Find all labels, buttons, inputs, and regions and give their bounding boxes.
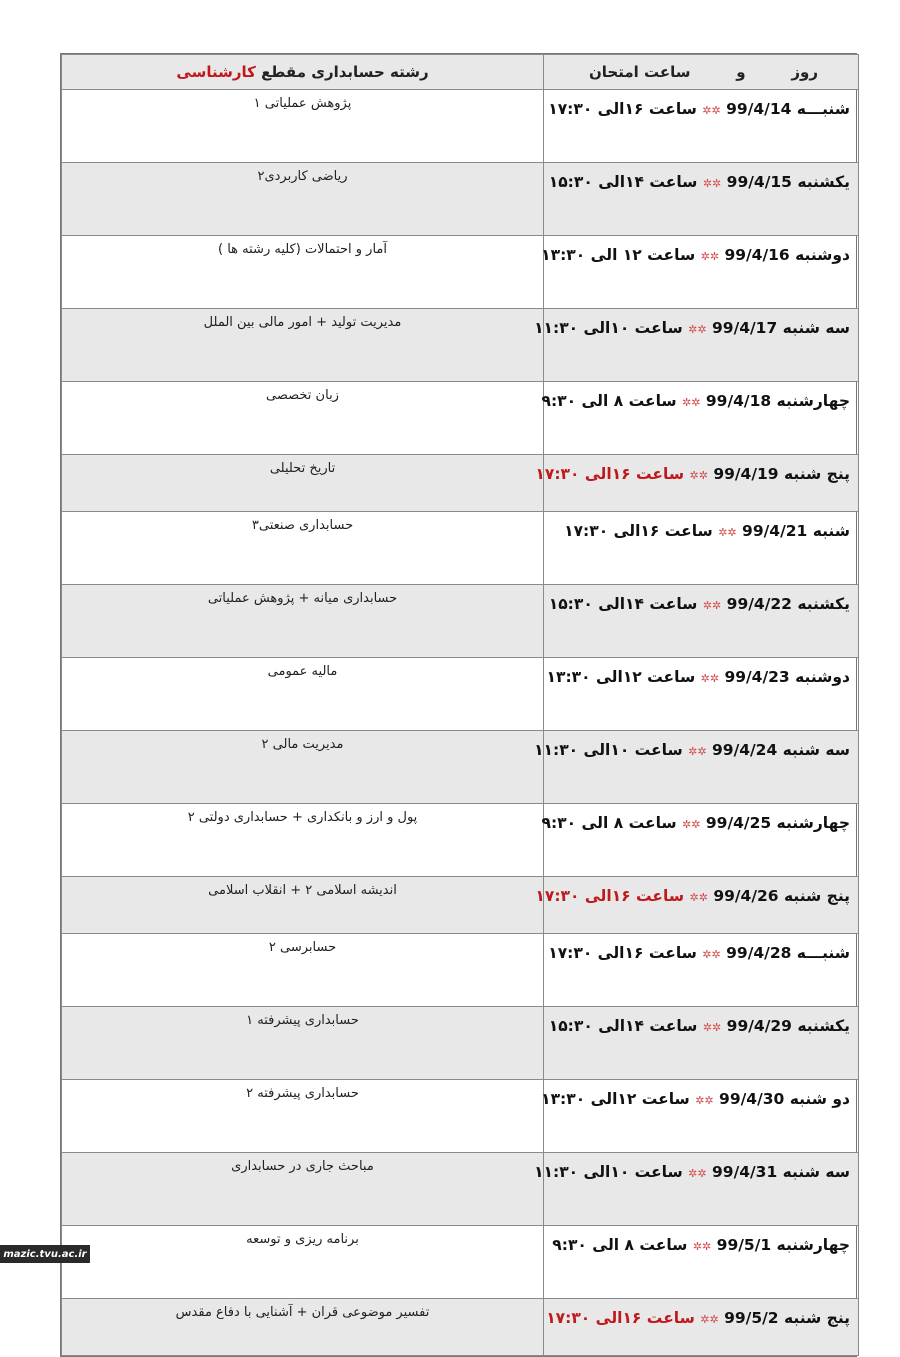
course-name: حسابرسی ۲ [268, 940, 337, 955]
exam-time-slot: ساعت ۱۴الی ۱۵:۳۰ [548, 595, 698, 613]
course-name: اندیشه اسلامی ۲ + انقلاب اسلامی [208, 883, 397, 898]
exam-time-slot: ساعت ۱۰الی ۱۱:۳۰ [534, 741, 683, 759]
star-separator-icon: ✲✲ [718, 526, 737, 539]
table-row [62, 1153, 859, 1226]
schedule-rows [62, 90, 859, 1356]
exam-date: 99/4/26 [713, 887, 779, 905]
course-cell [62, 1153, 544, 1226]
site-logo-text: mazic.tvu.ac.ir [3, 1248, 87, 1260]
exam-day-time-cell [541, 1080, 859, 1153]
exam-day-time-cell [535, 455, 859, 512]
exam-time-slot: ساعت ۱۴الی ۱۵:۳۰ [548, 173, 698, 191]
table-row [62, 236, 859, 309]
exam-time-slot: ساعت ۱۴الی ۱۵:۳۰ [548, 1017, 698, 1035]
exam-day-name: پنج شنبه [783, 465, 850, 483]
star-separator-icon: ✲✲ [702, 177, 722, 190]
course-name: مالیه عمومی [267, 664, 338, 679]
exam-time-slot: ساعت ۸ الی ۹:۳۰ [541, 392, 677, 410]
exam-date: 99/4/21 [742, 522, 808, 540]
table-row [62, 731, 859, 804]
exam-day-name: یکشنبه [797, 173, 850, 191]
header-course-prefix: رشته حسابداری مقطع [261, 63, 429, 81]
table-row [62, 1299, 859, 1356]
table-row [62, 1080, 859, 1153]
table-row [62, 804, 859, 877]
exam-time-slot: ساعت ۱۶الی ۱۷:۳۰ [546, 1309, 695, 1327]
exam-time-slot: ساعت ۸ الی ۹:۳۰ [541, 814, 677, 832]
course-cell [62, 163, 544, 236]
course-name: مدیریت تولید + امور مالی بین الملل [203, 315, 402, 330]
exam-date: 99/4/19 [713, 465, 779, 483]
course-cell [62, 512, 544, 585]
exam-day-time-cell [541, 804, 859, 877]
course-cell [62, 1007, 544, 1080]
star-separator-icon: ✲✲ [688, 1167, 707, 1180]
site-logo[interactable] [0, 1245, 90, 1263]
exam-time-slot: ساعت ۱۲الی ۱۳:۳۰ [546, 668, 696, 686]
exam-day-name: شنبـــه [796, 100, 850, 118]
header-day-label: روز [791, 63, 818, 81]
exam-day-name: دوشنبه [795, 668, 850, 686]
header-and-label: و [736, 63, 746, 81]
exam-schedule-table [61, 54, 859, 1356]
exam-date: 99/4/14 [726, 100, 792, 118]
exam-time-slot: ساعت ۱۲ الی ۱۳:۳۰ [541, 246, 696, 264]
star-separator-icon: ✲✲ [700, 250, 720, 263]
course-name: حسابداری پیشرفته ۱ [246, 1013, 359, 1028]
course-cell [62, 877, 544, 934]
table-row [62, 934, 859, 1007]
exam-time-slot: ساعت ۸ الی ۹:۳۰ [552, 1236, 688, 1254]
table-row [62, 877, 859, 934]
star-separator-icon: ✲✲ [682, 396, 701, 409]
exam-date: 99/4/25 [705, 814, 772, 832]
course-cell [62, 309, 544, 382]
exam-date: 99/4/29 [726, 1017, 792, 1035]
course-name: مدیریت مالی ۲ [261, 737, 344, 752]
course-cell [62, 804, 544, 877]
star-separator-icon: ✲✲ [689, 469, 708, 482]
star-separator-icon: ✲✲ [702, 1021, 722, 1034]
exam-time-slot: ساعت ۱۰الی ۱۱:۳۰ [534, 319, 683, 337]
exam-day-time-cell [544, 658, 859, 731]
star-separator-icon: ✲✲ [692, 1240, 712, 1253]
exam-day-name: یکشنبه [797, 1017, 850, 1035]
header-time-label: ساعت امتحان [589, 63, 691, 81]
table-row [62, 309, 859, 382]
course-name: تفسیر موضوعی قران + آشنایی با دفاع مقدس [175, 1305, 430, 1320]
exam-day-name: پنج شنبه [783, 887, 850, 905]
course-cell [62, 1226, 544, 1299]
table-row [62, 1007, 859, 1080]
exam-date: 99/4/30 [719, 1090, 785, 1108]
exam-time-slot: ساعت ۱۶الی ۱۷:۳۰ [564, 522, 713, 540]
table-row [62, 585, 859, 658]
table-header-row [62, 55, 859, 90]
exam-day-time-cell [544, 512, 859, 585]
exam-day-time-cell [544, 585, 859, 658]
exam-time-slot: ساعت ۱۶الی ۱۷:۳۰ [535, 887, 685, 905]
exam-day-name: چهارشنبه [776, 814, 850, 832]
exam-day-time-cell [544, 934, 859, 1007]
exam-date: 99/4/31 [712, 1163, 778, 1181]
course-cell [62, 236, 544, 309]
star-separator-icon: ✲✲ [682, 818, 701, 831]
course-name: زبان تخصصی [266, 388, 339, 403]
exam-day-name: دوشنبه [795, 246, 850, 264]
course-name: حسابداری میانه + پژوهش عملیاتی [207, 591, 398, 606]
course-name: پول و ارز و بانکداری + حسابداری دولتی ۲ [187, 810, 418, 825]
exam-date: 99/5/2 [724, 1309, 779, 1327]
course-name: پژوهش عملیاتی ۱ [253, 96, 352, 111]
course-cell [62, 90, 544, 163]
exam-day-name: سه شنبه [782, 741, 850, 759]
exam-day-name: پنج شنبه [783, 1309, 850, 1327]
exam-day-time-cell [544, 1226, 859, 1299]
exam-day-name: سه شنبه [782, 1163, 850, 1181]
exam-day-name: شنبـــه [796, 944, 850, 962]
exam-date: 99/4/15 [726, 173, 792, 191]
course-cell [62, 585, 544, 658]
course-cell [62, 731, 544, 804]
header-course-level: کارشناسی [176, 63, 256, 81]
exam-date: 99/4/22 [726, 595, 792, 613]
exam-date: 99/4/18 [705, 392, 772, 410]
course-cell [62, 1080, 544, 1153]
course-name: حسابداری صنعتی۳ [251, 518, 354, 533]
header-course [62, 55, 544, 90]
table-row [62, 512, 859, 585]
exam-day-name: چهارشنبه [776, 392, 850, 410]
header-day-time [544, 55, 859, 90]
exam-date: 99/5/1 [716, 1236, 772, 1254]
exam-day-name: شنبه [812, 522, 850, 540]
course-cell [62, 934, 544, 1007]
course-name: ریاضی کاربردی۲ [257, 169, 348, 184]
table-row [62, 90, 859, 163]
course-name: حسابداری پیشرفته ۲ [246, 1086, 359, 1101]
table-row [62, 1226, 859, 1299]
exam-day-time-cell [544, 90, 859, 163]
star-separator-icon: ✲✲ [702, 104, 721, 117]
table-row [62, 658, 859, 731]
exam-day-time-cell [541, 236, 859, 309]
course-name: آمار و احتمالات (کلیه رشته ها ) [218, 242, 387, 257]
exam-day-time-cell [544, 163, 859, 236]
exam-time-slot: ساعت ۱۶الی ۱۷:۳۰ [548, 100, 697, 118]
exam-day-name: سه شنبه [782, 319, 850, 337]
table-row [62, 455, 859, 512]
exam-day-time-cell [534, 1153, 859, 1226]
exam-date: 99/4/16 [724, 246, 790, 264]
course-cell [62, 658, 544, 731]
exam-day-name: یکشنبه [797, 595, 850, 613]
exam-date: 99/4/28 [726, 944, 792, 962]
exam-day-time-cell [535, 877, 859, 934]
course-cell [62, 455, 544, 512]
star-separator-icon: ✲✲ [702, 599, 722, 612]
exam-day-time-cell [544, 1007, 859, 1080]
exam-time-slot: ساعت ۱۶الی ۱۷:۳۰ [535, 465, 685, 483]
course-cell [62, 1299, 544, 1356]
course-name: مباحث جاری در حسابداری [231, 1159, 374, 1174]
star-separator-icon: ✲✲ [688, 745, 707, 758]
star-separator-icon: ✲✲ [700, 672, 720, 685]
exam-date: 99/4/23 [724, 668, 790, 686]
star-separator-icon: ✲✲ [702, 948, 721, 961]
exam-schedule-sheet [60, 53, 857, 1357]
exam-day-name: چهارشنبه [776, 1236, 850, 1254]
star-separator-icon: ✲✲ [695, 1094, 714, 1107]
exam-day-name: دو شنبه [789, 1090, 850, 1108]
course-name: برنامه ریزی و توسعه [246, 1232, 359, 1247]
exam-time-slot: ساعت ۱۰الی ۱۱:۳۰ [534, 1163, 683, 1181]
exam-day-time-cell [534, 309, 859, 382]
exam-day-time-cell [544, 1299, 859, 1356]
star-separator-icon: ✲✲ [689, 891, 708, 904]
exam-time-slot: ساعت ۱۲الی ۱۳:۳۰ [541, 1090, 690, 1108]
course-cell [62, 382, 544, 455]
star-separator-icon: ✲✲ [688, 323, 707, 336]
exam-time-slot: ساعت ۱۶الی ۱۷:۳۰ [548, 944, 697, 962]
exam-date: 99/4/24 [712, 741, 778, 759]
table-row [62, 163, 859, 236]
table-row [62, 382, 859, 455]
exam-day-time-cell [534, 731, 859, 804]
star-separator-icon: ✲✲ [700, 1313, 719, 1326]
course-name: تاریخ تحلیلی [269, 461, 336, 476]
exam-date: 99/4/17 [712, 319, 778, 337]
exam-day-time-cell [541, 382, 859, 455]
